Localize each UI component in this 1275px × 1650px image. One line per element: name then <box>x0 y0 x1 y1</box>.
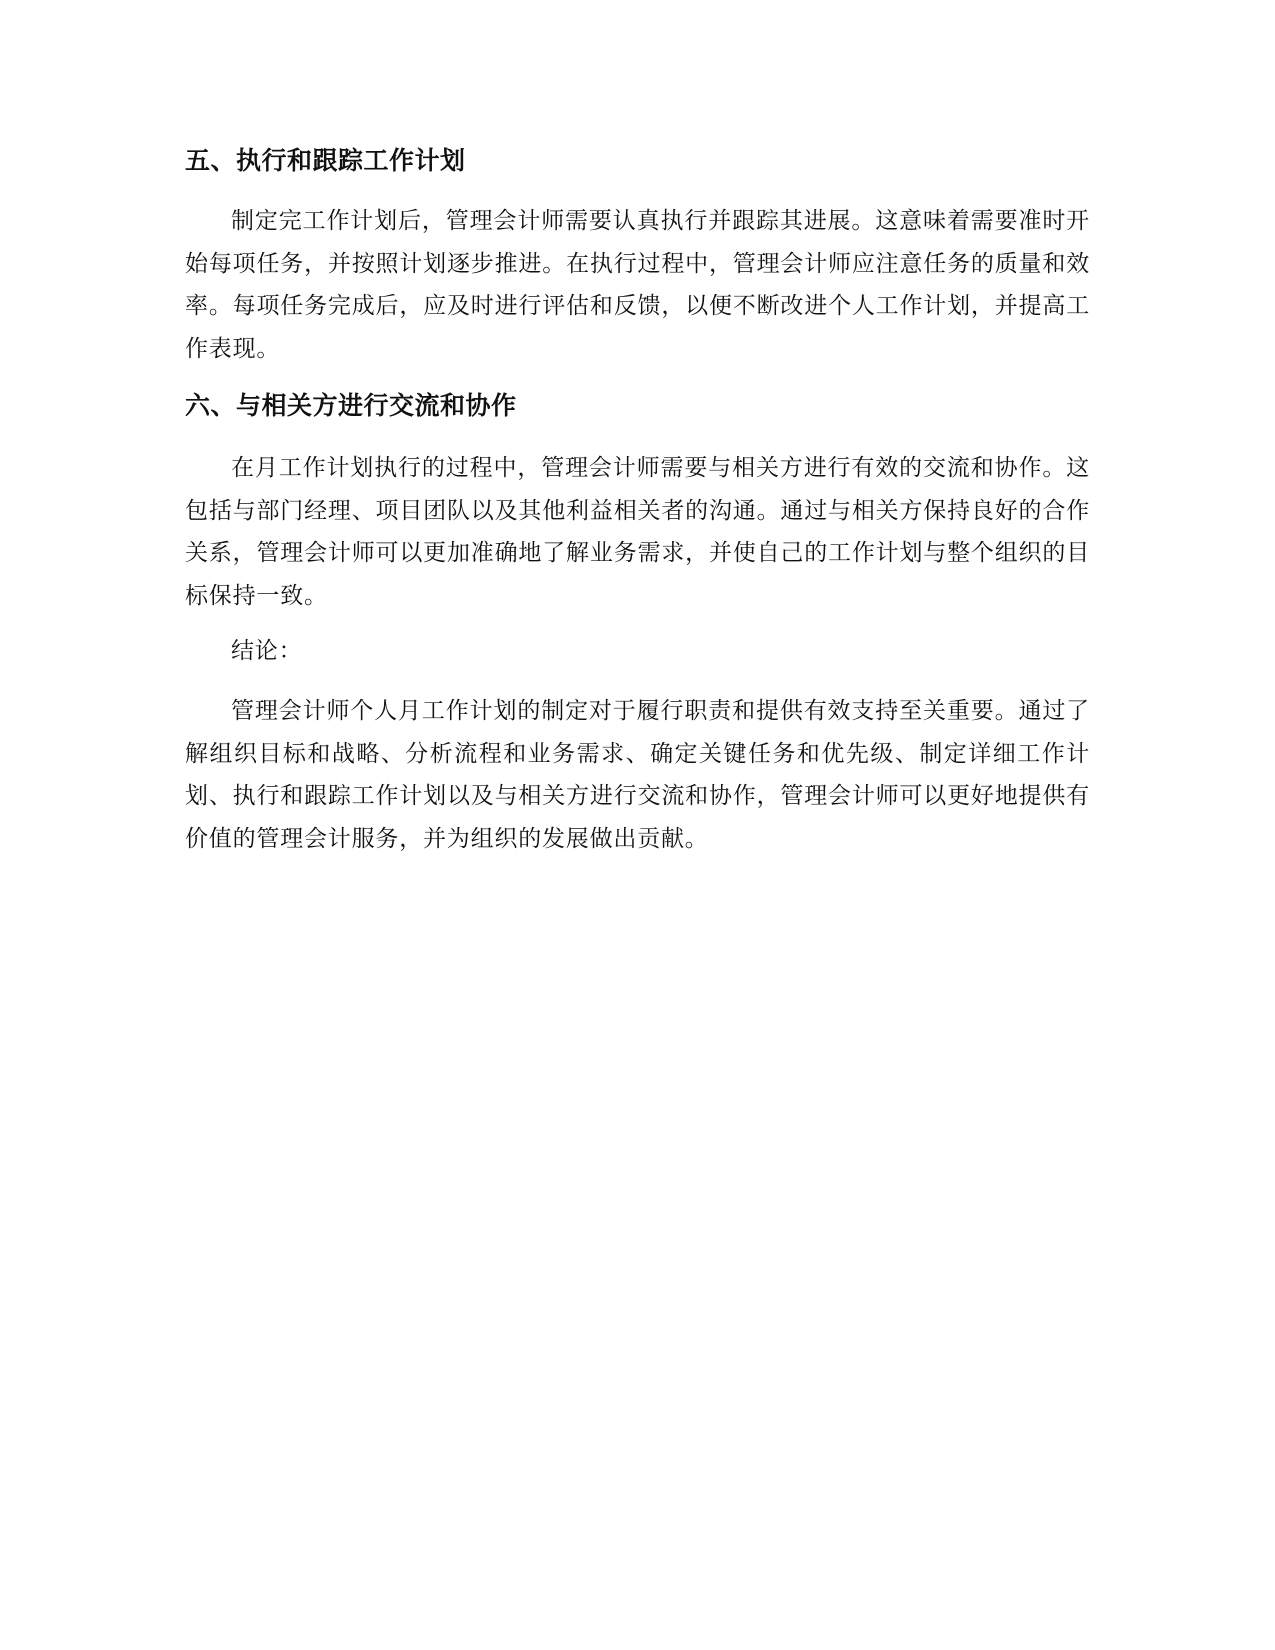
conclusion-paragraph: 管理会计师个人月工作计划的制定对于履行职责和提供有效支持至关重要。通过了解组织目标和战略、分析流程和业务需求、确定关键任务和优先级、制定详细工作计划、执行和跟踪工作计划以及与相关方进行交流和协作，管理会计师可以更好地提供有价值的管理会计服务，并为组织的发展做出贡献。 <box>185 698 1090 852</box>
conclusion-label: 结论： <box>231 638 303 664</box>
section-5-heading: 五、执行和跟踪工作计划 <box>185 146 466 175</box>
section-6-paragraph: 在月工作计划执行的过程中，管理会计师需要与相关方进行有效的交流和协作。这包括与部门经理、项目团队以及其他利益相关者的沟通。通过与相关方保持良好的合作关系，管理会计师可以更加准确地了解业务需求，并使自己的工作计划与整个组织的目标保持一致。 <box>185 455 1090 609</box>
section-5-paragraph: 制定完工作计划后，管理会计师需要认真执行并跟踪其进展。这意味着需要准时开始每项任务，并按照计划逐步推进。在执行过程中，管理会计师应注意任务的质量和效率。每项任务完成后，应及时进行评估和反馈，以便不断改进个人工作计划，并提高工作表现。 <box>185 208 1090 362</box>
section-6-heading: 六、与相关方进行交流和协作 <box>185 391 517 420</box>
